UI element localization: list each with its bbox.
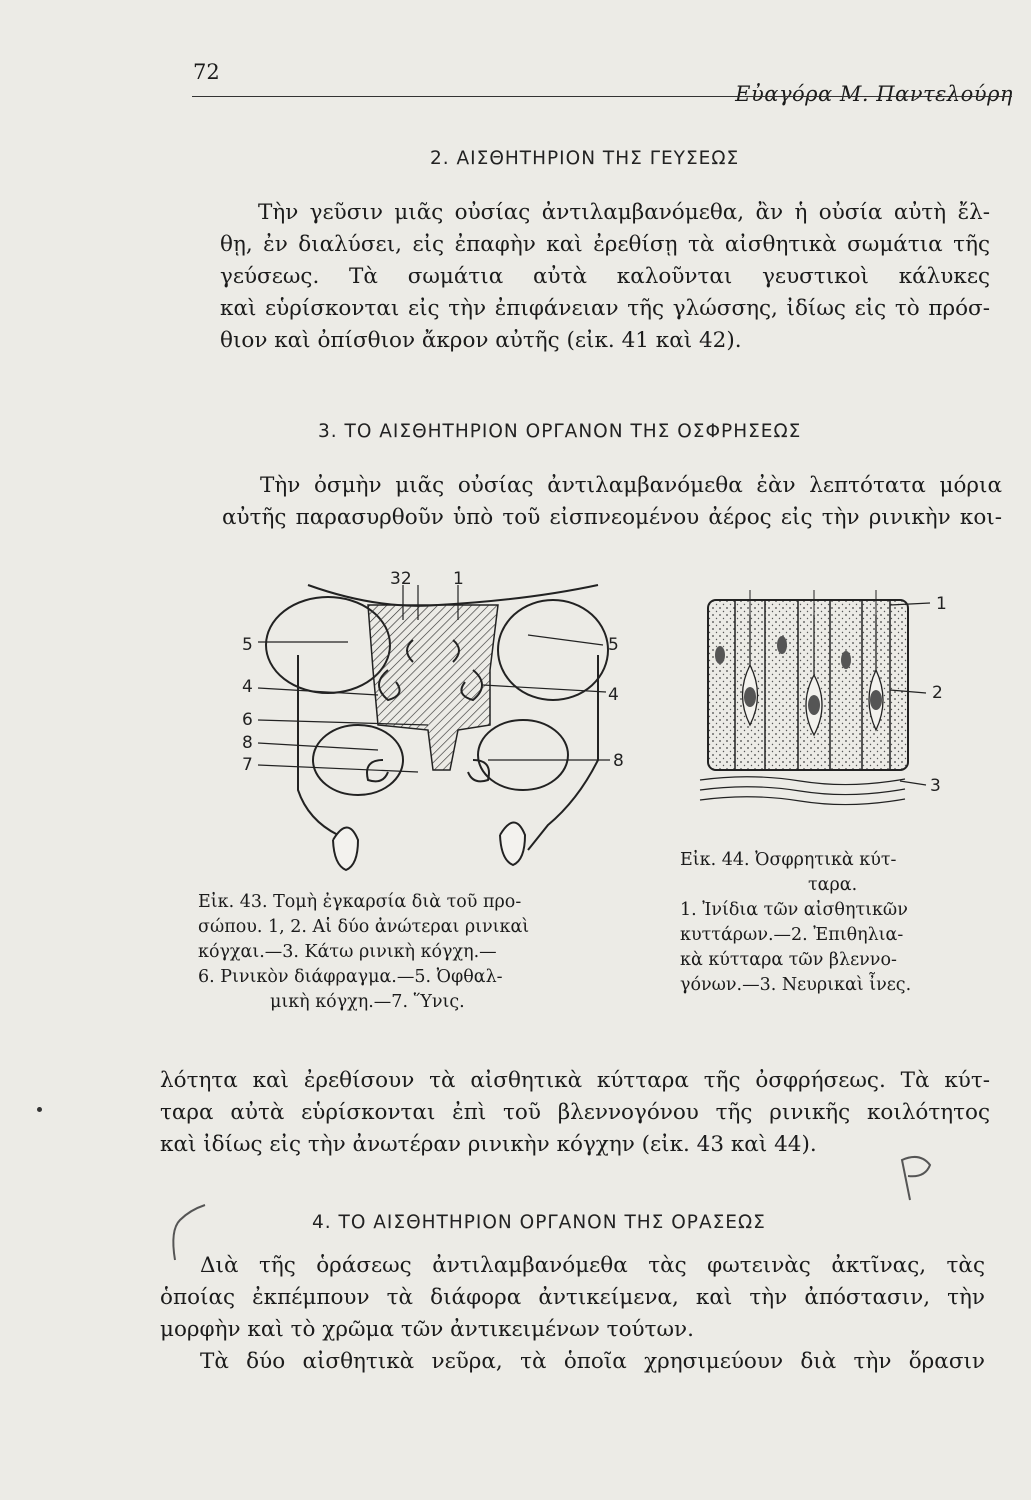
text-line: καὶ εὑρίσκονται εἰς τὴν ἐπιφάνειαν τῆς γλώσσης, ἰδίως εἰς τὸ πρόσ- bbox=[220, 296, 990, 321]
section-2-paragraph bbox=[220, 197, 990, 357]
section-4-paragraph bbox=[160, 1250, 985, 1378]
caption-line: κόγχαι.—3. Κάτω ρινικὴ κόγχη.— bbox=[198, 942, 497, 962]
caption-line: γόνων.—3. Νευρικαὶ ἶνες. bbox=[680, 975, 912, 995]
figure-44-caption bbox=[680, 848, 980, 998]
fig43-label-7: 7 bbox=[242, 755, 253, 775]
text-line: λότητα καὶ ἐρεθίσουν τὰ αἰσθητικὰ κύτταρα τῆς ὀσφρήσεως. Τὰ κύτ- bbox=[160, 1068, 990, 1093]
section-3-paragraph-start bbox=[222, 470, 1002, 534]
header-rule bbox=[192, 96, 1012, 97]
caption-line: σώπου. 1, 2. Αἱ δύο ἀνώτεραι ρινικαὶ bbox=[198, 917, 530, 937]
text-line: Τὴν γεῦσιν μιᾶς οὐσίας ἀντιλαμβανόμεθα, ἂν ἡ οὐσία αὐτὴ ἔλ- bbox=[258, 200, 990, 225]
figure-43-caption bbox=[198, 890, 638, 1015]
figure-43-nasal-cross-section bbox=[228, 560, 628, 890]
text-line: Διὰ τῆς ὁράσεως ἀντιλαμβανόμεθα τὰς φωτεινὰς ἀκτῖνας, τὰς bbox=[200, 1253, 985, 1278]
text-line: ταρα αὐτὰ εὑρίσκονται ἐπὶ τοῦ βλεννογόνου τῆς ρινικῆς κοιλότητος bbox=[160, 1100, 990, 1125]
text-line: θῃ, ἐν διαλύσει, εἰς ἐπαφὴν καὶ ἐρεθίσῃ τὰ αἰσθητικὰ σωμάτια τῆς bbox=[220, 232, 990, 257]
text-line: Τὴν ὀσμὴν μιᾶς οὐσίας ἀντιλαμβανόμεθα ἐὰν λεπτότατα μόρια bbox=[260, 473, 1002, 498]
section-2-heading: 2. ΑΙΣΘΗΤΗΡΙΟΝ ΤΗΣ ΓΕΥΣΕΩΣ bbox=[430, 148, 740, 169]
caption-line: 6. Ρινικὸν διάφραγμα.—5. Ὀφθαλ- bbox=[198, 967, 503, 987]
section-3-paragraph-continued bbox=[160, 1065, 990, 1161]
fig43-label-4-left: 4 bbox=[242, 677, 253, 697]
caption-line: Εἰκ. 43. Τομὴ ἐγκαρσία διὰ τοῦ προ- bbox=[198, 892, 522, 912]
fig43-label-8-right: 8 bbox=[613, 751, 624, 771]
fig43-label-6: 6 bbox=[242, 710, 253, 730]
fig43-label-1: 1 bbox=[453, 569, 464, 589]
fig44-label-1: 1 bbox=[936, 594, 947, 614]
text-line: Τὰ δύο αἰσθητικὰ νεῦρα, τὰ ὁποῖα χρησιμεύουν διὰ τὴν ὅρασιν bbox=[200, 1349, 985, 1374]
page-number: 72 bbox=[193, 60, 220, 84]
caption-line: μικὴ κόγχη.—7. Ὕνις. bbox=[270, 992, 465, 1012]
text-line: θιον καὶ ὀπίσθιον ἄκρον αὐτῆς (εἰκ. 41 καὶ 42). bbox=[220, 328, 742, 353]
fig43-label-8-left: 8 bbox=[242, 733, 253, 753]
caption-line: κυττάρων.—2. Ἐπιθηλια- bbox=[680, 925, 904, 945]
caption-line: 1. Ἰνίδια τῶν αἰσθητικῶν bbox=[680, 900, 908, 920]
text-line: καὶ ἰδίως εἰς τὴν ἀνωτέραν ρινικὴν κόγχην (εἰκ. 43 καὶ 44). bbox=[160, 1132, 817, 1157]
text-line: ὁποίας ἐκπέμπουν τὰ διάφορα ἀντικείμενα, καὶ τὴν ἀπόστασιν, τὴν bbox=[160, 1285, 985, 1310]
margin-pencil-mark bbox=[890, 1150, 950, 1210]
text-line: αὐτῆς παρασυρθοῦν ὑπὸ τοῦ εἰσπνεομένου ἀέρος εἰς τὴν ρινικὴν κοι- bbox=[222, 505, 1002, 530]
running-head: Εὐαγόρα Μ. Παντελούρη bbox=[735, 82, 1013, 106]
text-line: μορφὴν καὶ τὸ χρῶμα τῶν ἀντικειμένων τούτων. bbox=[160, 1317, 694, 1342]
figure-44-olfactory-cells bbox=[690, 585, 960, 820]
caption-line: κὰ κύτταρα τῶν βλεννο- bbox=[680, 950, 897, 970]
fig44-label-3: 3 bbox=[930, 776, 941, 796]
fig43-label-5-right: 5 bbox=[608, 635, 619, 655]
fig44-label-2: 2 bbox=[932, 683, 943, 703]
fig43-label-32: 32 bbox=[390, 569, 412, 589]
caption-title: Εἰκ. 44. Ὀσφρητικὰ κύτ- bbox=[680, 850, 897, 870]
text-line: γεύσεως. Τὰ σωμάτια αὐτὰ καλοῦνται γευστικοὶ κάλυκες bbox=[220, 264, 990, 289]
fig43-label-5-left: 5 bbox=[242, 635, 253, 655]
caption-title-cont: ταρα. bbox=[808, 875, 858, 895]
margin-dot bbox=[37, 1107, 42, 1112]
fig43-label-4-right: 4 bbox=[608, 685, 619, 705]
section-3-heading: 3. ΤΟ ΑΙΣΘΗΤΗΡΙΟΝ ΟΡΓΑΝΟΝ ΤΗΣ ΟΣΦΡΗΣΕΩΣ bbox=[318, 421, 802, 442]
section-4-heading: 4. ΤΟ ΑΙΣΘΗΤΗΡΙΟΝ ΟΡΓΑΝΟΝ ΤΗΣ ΟΡΑΣΕΩΣ bbox=[312, 1212, 766, 1233]
